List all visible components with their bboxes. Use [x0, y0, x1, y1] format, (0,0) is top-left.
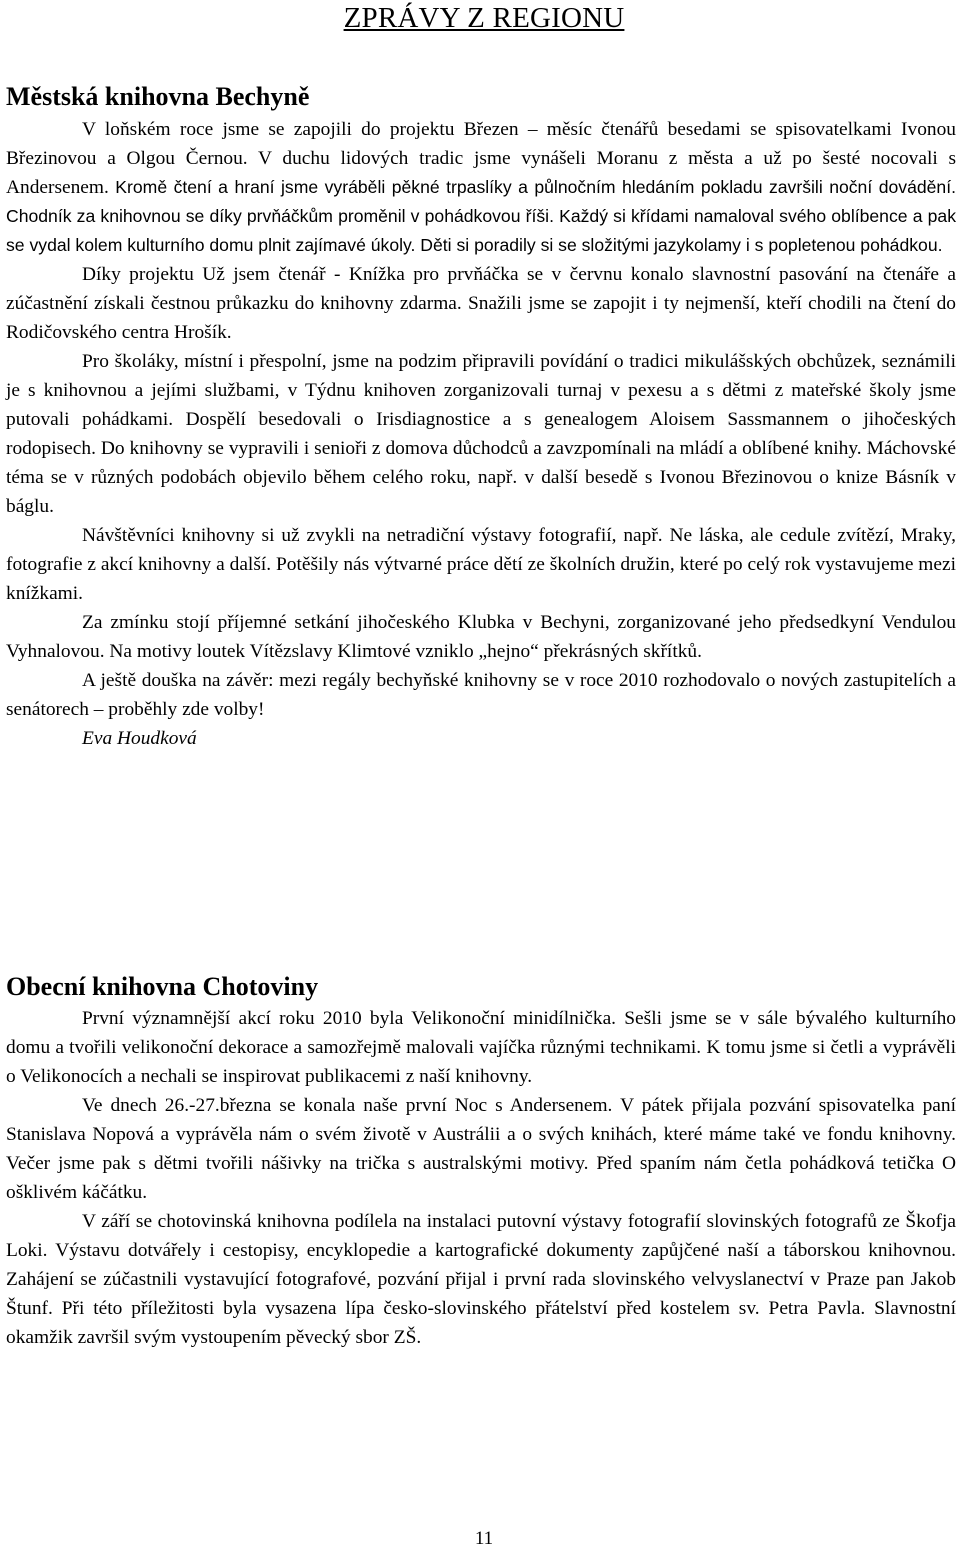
paragraph: Díky projektu Už jsem čtenář - Knížka pro prvňáčka se v červnu konalo slavnostní pasování na čtenáře a zúčastnění získali čestnou průkazku do knihovny zdarma. Snažili jsme se zapojit i ty nejmenší, kteří chodili na čtení do Rodičovského centra Hrošík. — [6, 264, 956, 343]
paragraph — [6, 115, 956, 260]
section-body-chotoviny — [6, 1004, 956, 1352]
section-heading-bechyne: Městská knihovna Bechyně — [6, 82, 310, 111]
paragraph: Pro školáky, místní i přespolní, jsme na podzim připravili povídání o tradici mikulášských obchůzek, seznámili je s knihovnou a jejími službami, v Týdnu knihoven zorganizovali turnaj v pexesu a s dětmi z mateřské školy jsme putovali pohádkami. Dospělí besedovali o Irisdiagnostice a s genealogem Aloisem Sassmannem o jihočeských rodopisech. Do knihovny se vypravili i senioři z domova důchodců a zavzpomínali na mládí a oblíbené knihy. Máchovské téma se v různých podobách objevilo během celého roku, např. v další besedě s Ivonou Březinovou o knize Básník v báglu. — [6, 351, 956, 517]
author-signature: Eva Houdková — [82, 728, 197, 749]
section-heading-chotoviny: Obecní knihovna Chotoviny — [6, 972, 319, 1001]
paragraph: První významnější akcí roku 2010 byla Velikonoční minidílnička. Sešli jsme se v sále bývalého kulturního domu a tvořili velikonoční dekorace a samozřejmě malovali vajíčka různými technikami. K tomu jsme si četli a vyprávěli o Velikonocích a nechali se inspirovat publikacemi z naší knihovny. — [6, 1008, 956, 1087]
page-title: ZPRÁVY Z REGIONU — [343, 2, 625, 34]
paragraph: V září se chotovinská knihovna podílela na instalaci putovní výstavy fotografií slovinských fotografů ze Škofja Loki. Výstavu dotvářely i cestopisy, encyklopedie a kartografické dokumenty zapůjčené naší a táborskou knihovnou. Zahájení se zúčastnili vystavující fotografové, pozvání přijal i první rada slovinského velvyslanectví v Praze pan Jakob Štunf. Při této příležitosti byla vysazena lípa česko-slovinského přátelství před kostelem sv. Petra Pavla. Slavnostní okamžik završil svým vystoupením pěvecký sbor ZŠ. — [6, 1211, 956, 1348]
section-body-bechyne — [6, 115, 956, 753]
paragraph: Ve dnech 26.-27.března se konala naše první Noc s Andersenem. V pátek přijala pozvání spisovatelka paní Stanislava Nopová a vyprávěla nám o svém životě v Austrálii a o svých knihách, které máme také ve fondu knihovny. Večer jsme pak s dětmi tvořili nášivky na trička s australskými motivy. Před spaním nám četla pohádková tetička O ošklivém káčátku. — [6, 1095, 956, 1203]
paragraph: A ještě douška na závěr: mezi regály bechyňské knihovny se v roce 2010 rozhodovalo o nových zastupitelích a senátorech – proběhly zde volby! — [6, 670, 956, 720]
paragraph: Za zmínku stojí příjemné setkání jihočeského Klubka v Bechyni, zorganizované jeho předsedkyní Vendulou Vyhnalovou. Na motivy loutek Vítězslavy Klimtové vzniklo „hejno“ překrásných skřítků. — [6, 612, 956, 662]
paragraph: Návštěvníci knihovny si už zvykli na netradiční výstavy fotografií, např. Ne láska, ale cedule zvítězí, Mraky, fotografie z akcí knihovny a další. Potěšily nás výtvarné práce dětí ze školních družin, které po celý rok vystavujeme mezi knížkami. — [6, 525, 956, 604]
paragraph-text-sans: Kromě čtení a hraní jsme vyráběli pěkné trpaslíky a půlnočním hledáním pokladu završili noční dovádění. Chodník za knihovnou se díky prvňáčkům proměnil v pohádkovou říši. Každý si křídami namaloval svého oblíbence a pak se vydal kolem kulturního domu plnit zajímavé úkoly. Děti si poradily si se složitými jazykolamy i s popletenou pohádkou. — [6, 177, 956, 255]
page-number: 11 — [474, 1528, 494, 1549]
paragraph-text: V loňském roce jsme se zapojili do projektu Březen – měsíc čtenářů besedami se spisovatelkami Ivonou Březinovou a Olgou Černou. V duchu lidových tradic jsme vynášeli Moranu z města a už po šesté nocovali s Andersenem. — [6, 119, 956, 198]
